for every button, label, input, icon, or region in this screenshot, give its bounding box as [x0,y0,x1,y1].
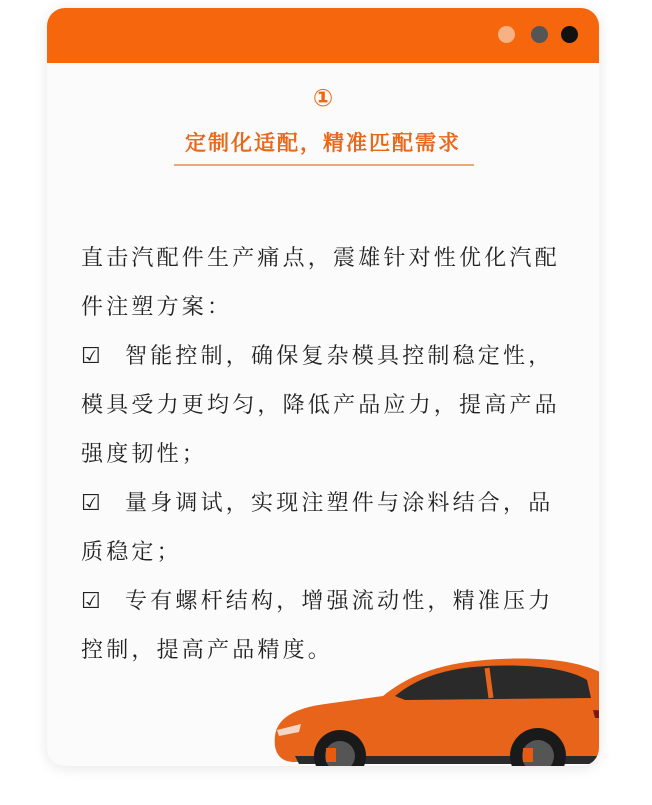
checkbox-icon: ☑ [81,491,101,516]
section-number: ① [312,84,334,112]
list-item [81,479,571,577]
window-dot-black[interactable] [561,26,578,43]
content-card [47,8,599,766]
title-bar [47,8,599,63]
list-item-text: 量身调试，实现注塑件与涂料结合，品质稳定； [81,491,554,565]
heading-underline [174,164,474,166]
window-dot-light[interactable] [498,26,515,43]
orange-suv-car-icon [255,638,599,766]
list-item-text: 专有螺杆结构，增强流动性，精准压力控制，提高产品精度。 [81,589,554,663]
checkbox-icon: ☑ [81,589,101,614]
intro-paragraph: 直击汽配件生产痛点，震雄针对性优化汽配件注塑方案： [81,246,560,320]
list-item [81,332,571,479]
body-text [81,234,571,675]
window-dot-gray[interactable] [531,26,548,43]
checkbox-icon: ☑ [81,344,101,369]
list-item-text: 智能控制，确保复杂模具控制稳定性，模具受力更均匀，降低产品应力，提高产品强度韧性； [81,344,560,467]
section-heading: 定制化适配，精准匹配需求 [185,131,461,155]
